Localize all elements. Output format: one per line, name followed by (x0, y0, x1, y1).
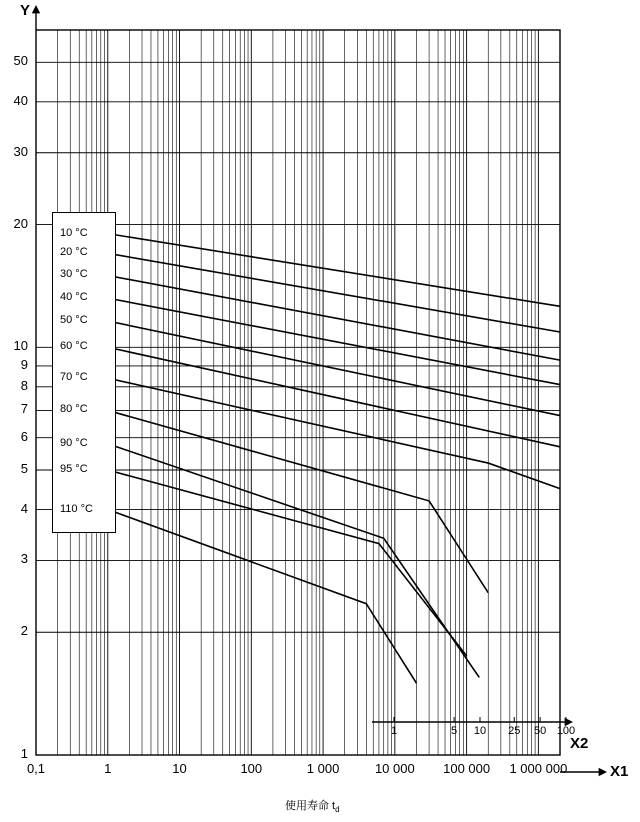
x2-tick-1: 5 (451, 725, 458, 737)
curve-20C (108, 253, 560, 332)
data-curves (108, 234, 560, 684)
y-tick-4: 4 (20, 500, 28, 516)
curve-40C (108, 298, 560, 384)
chart-caption (285, 797, 340, 814)
y-tick-20: 20 (13, 215, 28, 231)
curve-50C (108, 321, 560, 416)
y-tick-7: 7 (20, 401, 28, 417)
legend-item-40C: 40 °C (60, 291, 88, 304)
secondary-axis (372, 717, 566, 722)
legend-item-20C: 20 °C (60, 246, 88, 259)
y-tick-50: 50 (13, 53, 28, 69)
x-tick-6: 100 000 (443, 761, 491, 776)
y-tick-6: 6 (20, 428, 28, 444)
y-tick-10: 10 (13, 338, 28, 354)
x-tick-1: 1 (104, 761, 112, 776)
y-tick-9: 9 (20, 356, 28, 372)
x-tick-5: 10 000 (374, 761, 415, 776)
legend-item-70C: 70 °C (60, 371, 88, 384)
x2-tick-5: 100 (556, 725, 576, 737)
curve-10C (108, 234, 560, 307)
x-tick-2: 10 (172, 761, 187, 776)
legend-item-90C: 90 °C (60, 436, 88, 449)
y-tick-1: 1 (20, 746, 28, 761)
x2-tick-2: 10 (473, 725, 487, 737)
y-tick-30: 30 (13, 143, 28, 159)
y-tick-5: 5 (20, 461, 28, 476)
x-tick-4: 1 000 (306, 761, 340, 776)
legend-item-60C: 60 °C (60, 340, 88, 353)
legend-item-50C: 50 °C (60, 313, 88, 326)
y-tick-3: 3 (20, 551, 28, 567)
x2-tick-0: 1 (390, 725, 398, 737)
x-axis-label: X1 (610, 763, 629, 780)
y-tick-40: 40 (13, 92, 28, 108)
legend-item-30C: 30 °C (60, 268, 88, 281)
y-tick-8: 8 (20, 377, 28, 393)
x-tick-0: 0,1 (26, 761, 46, 776)
x2-tick-4: 50 (533, 725, 547, 737)
caption-text: 使用寿命 t (285, 800, 336, 812)
y-tick-2: 2 (20, 623, 28, 639)
curve-70C (108, 378, 560, 489)
curve-60C (108, 347, 560, 447)
legend-item-80C: 80 °C (60, 403, 88, 416)
legend-item-95C: 95 °C (60, 463, 88, 475)
x2-tick-3: 25 (508, 725, 521, 737)
legend-item-10C: 10 °C (60, 226, 88, 239)
y-axis-label: Y (20, 2, 31, 19)
caption-subscript: d (335, 805, 340, 815)
x-tick-3: 100 (240, 761, 263, 776)
curve-95C (108, 470, 467, 656)
legend-item-110C: 110 °C (60, 502, 93, 515)
curve-110C (108, 510, 417, 684)
secondary-x-axis-label: X2 (570, 735, 589, 752)
x-tick-7: 1 000 000 (509, 761, 568, 776)
